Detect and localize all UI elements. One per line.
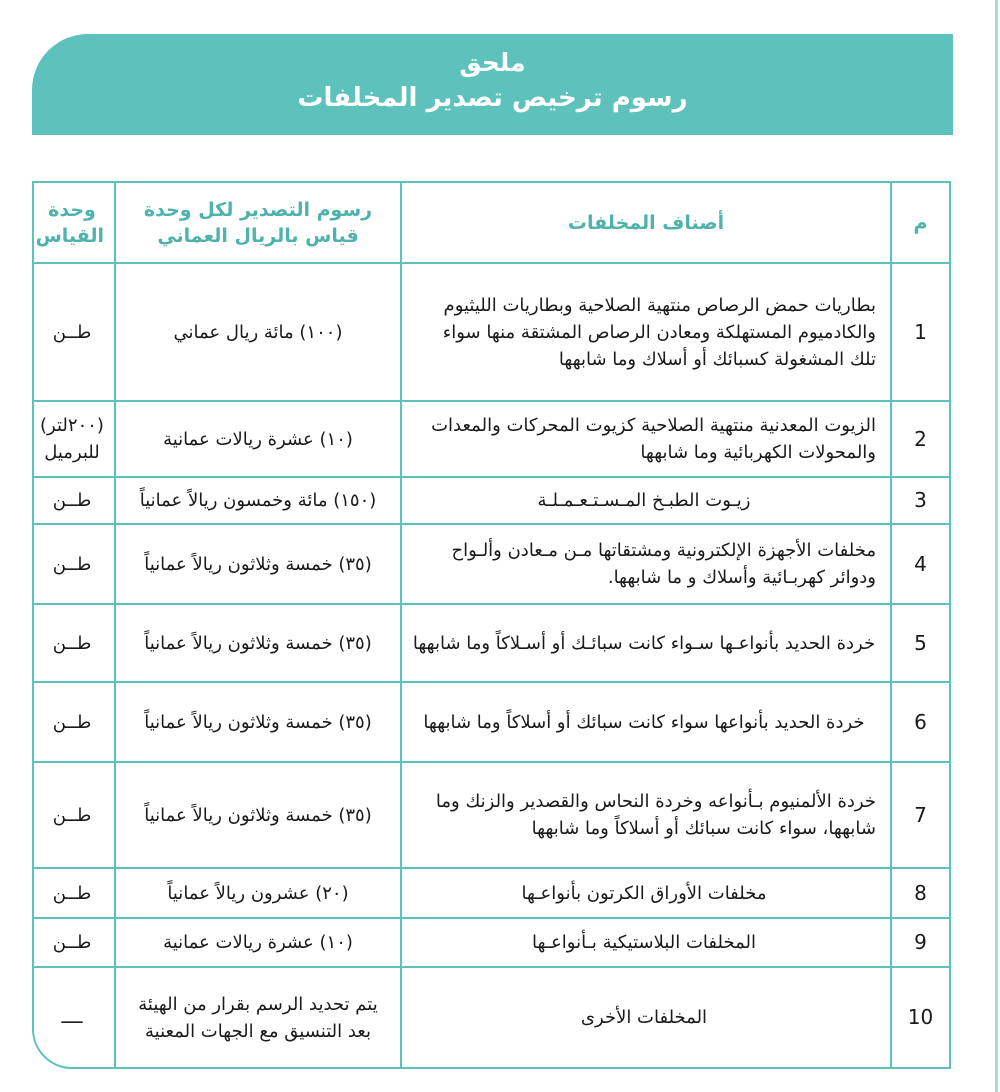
fees-table-container <box>32 181 951 1069</box>
table-row <box>32 477 949 524</box>
row-number: 2 <box>891 401 949 477</box>
table-row <box>32 263 949 401</box>
measurement-unit: طــن <box>32 682 115 762</box>
measurement-unit: (٢٠٠لتر) للبرميل <box>32 401 115 477</box>
waste-category: مخلفات الأجهزة الإلكترونية ومشتقاتها مـن مـعادن وألـواح ودوائر كهربـائية وأسلاك و ما شابهها. <box>401 524 891 604</box>
table-row <box>32 868 949 918</box>
table-row <box>32 918 949 967</box>
export-fee: (٣٥) خمسة وثلاثون ريالاً عمانياً <box>115 682 401 762</box>
table-header-row <box>32 183 949 263</box>
table-row <box>32 401 949 477</box>
export-fee: (١٥٠) مائة وخمسون ريالاً عمانياً <box>115 477 401 524</box>
export-fee: (١٠) عشرة ريالات عمانية <box>115 401 401 477</box>
page-edge-line <box>995 0 998 1092</box>
waste-category: المخلفات الأخرى <box>401 967 891 1067</box>
row-number: 7 <box>891 762 949 868</box>
measurement-unit: طــن <box>32 524 115 604</box>
waste-category: خردة الألمنيوم بـأنواعه وخردة النحاس والقصدير والزنك وما شابهها، سواء كانت سبائك أو أسلاكاً وما شابهها <box>401 762 891 868</box>
header-banner <box>32 34 953 135</box>
fees-table <box>32 183 949 1067</box>
waste-category: الزيوت المعدنية منتهية الصلاحية كزيوت المحركات والمعدات والمحولات الكهربائية وما شابهها <box>401 401 891 477</box>
row-number: 6 <box>891 682 949 762</box>
export-fee: (١٠٠) مائة ريال عماني <box>115 263 401 401</box>
column-header-category: أصناف المخلفات <box>401 183 891 263</box>
waste-category: بطاريات حمض الرصاص منتهية الصلاحية وبطاريات الليثيوم والكادميوم المستهلكة ومعادن الرصاص المشتقة منها سواء تلك المشغولة كسبائك أو أسلاك وما شابهها <box>401 263 891 401</box>
row-number: 1 <box>891 263 949 401</box>
export-fee: (١٠) عشرة ريالات عمانية <box>115 918 401 967</box>
waste-category: خردة الحديد بأنواعها سواء كانت سبائك أو أسلاكاً وما شابهها <box>401 682 891 762</box>
column-header-unit: وحدة القياس <box>32 183 115 263</box>
export-fee: (٣٥) خمسة وثلاثون ريالاً عمانياً <box>115 604 401 682</box>
document-title: رسوم ترخيص تصدير المخلفات <box>297 83 688 113</box>
table-row <box>32 524 949 604</box>
measurement-unit: طــن <box>32 604 115 682</box>
row-number: 4 <box>891 524 949 604</box>
column-header-number: م <box>891 183 949 263</box>
column-header-fee: رسوم التصدير لكل وحدة قياس بالريال العماني <box>115 183 401 263</box>
row-number: 8 <box>891 868 949 918</box>
waste-category: مخلفات الأوراق الكرتون بأنواعـها <box>401 868 891 918</box>
table-row <box>32 604 949 682</box>
waste-category: المخلفات البلاستيكية بـأنواعـها <box>401 918 891 967</box>
measurement-unit: طــن <box>32 477 115 524</box>
waste-category: خردة الحديد بأنواعـها سـواء كانت سبائـك أو أسـلاكاً وما شابهها <box>401 604 891 682</box>
export-fee: (٢٠) عشرون ريالاً عمانياً <box>115 868 401 918</box>
table-row <box>32 762 949 868</box>
table-row <box>32 967 949 1067</box>
row-number: 3 <box>891 477 949 524</box>
row-number: 10 <box>891 967 949 1067</box>
export-fee: يتم تحديد الرسم بقرار من الهيئة بعد التنسيق مع الجهات المعنية <box>115 967 401 1067</box>
export-fee: (٣٥) خمسة وثلاثون ريالاً عمانياً <box>115 524 401 604</box>
export-fee: (٣٥) خمسة وثلاثون ريالاً عمانياً <box>115 762 401 868</box>
measurement-unit: طــن <box>32 868 115 918</box>
table-row <box>32 682 949 762</box>
measurement-unit: ــــ <box>32 967 115 1067</box>
annex-title: ملحق <box>459 48 526 77</box>
row-number: 9 <box>891 918 949 967</box>
measurement-unit: طــن <box>32 762 115 868</box>
waste-category: زيـوت الطبـخ المـسـتـعـمـلـة <box>401 477 891 524</box>
measurement-unit: طــن <box>32 263 115 401</box>
row-number: 5 <box>891 604 949 682</box>
measurement-unit: طــن <box>32 918 115 967</box>
